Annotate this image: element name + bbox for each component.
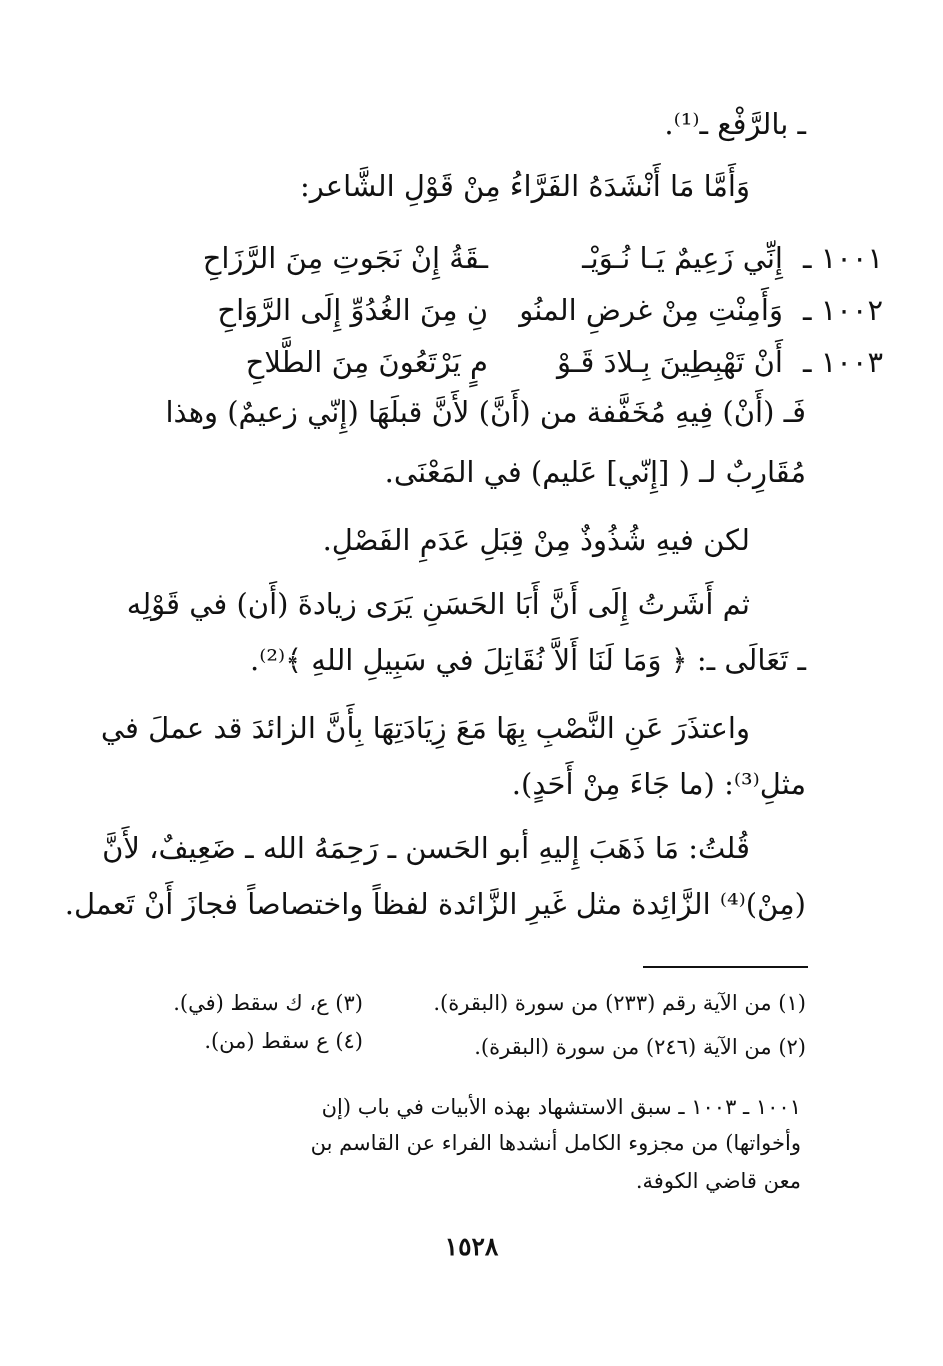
verse-number: ١٠٠١ ـ [803,241,884,275]
page-number: ١٥٢٨ [444,1232,499,1261]
verse-second-hemistich: نِ مِنَ الغُدُوِّ إِلَى الرَّوَاحِ [217,293,488,327]
verse-first-hemistich: أَنْ تَهْبِطِينَ بِـلادَ قَـوْ [557,345,783,379]
verse-number: ١٠٠٢ ـ [803,293,884,327]
verse-second-hemistich: مٍ يَرْتَعُونَ مِنَ الطَّلاحِ [245,345,488,379]
verse-second-hemistich: ـقَةُ إِنْ نَجَوتِ مِنَ الرَّزَاحِ [202,241,488,275]
verse-note-line: وأخواتها) من مجزوء الكامل أنشدها الفراء عن القاسم بن [310,1131,801,1155]
paragraph-line: لكن فيهِ شُذُوذٌ مِنْ قِبَلِ عَدَمِ الفَصْلِ. [322,523,750,557]
verse-number: ١٠٠٣ ـ [803,345,884,379]
paragraph-line: فَـ (أَنْ) فِيهِ مُخَفَّفة من (أَنَّ) لأَنَّ قبلَهَا (إِنّي زعيمٌ) وهذا [165,395,806,429]
footnote-separator [643,966,808,968]
paragraph-line: (مِنْ)⁽⁴⁾ الزَّائِدة مثل غَيرِ الزَّائدة لفظاً واختصاصاً فجازَ أَنْ تَعمل. [64,887,806,921]
verse-note-line: ١٠٠١ ـ ١٠٠٣ ـ سبق الاستشهاد بهذه الأبيات في باب (إن [321,1095,801,1119]
paragraph-line: قُلتُ: مَا ذَهَبَ إِليهِ أبو الحَسن ـ رَحِمَهُ الله ـ ضَعِيفٌ، لأَنَّ [102,831,750,865]
footnote-3: (٣) ع، ك سقط (في). [173,991,363,1015]
paragraph-line: ثم أَشَرتُ إِلَى أَنَّ أَبَا الحَسَنِ يَرَى زيادةَ (أَن) في قَوْلِه [126,587,750,621]
footnote-1: (١) من الآية رقم (٢٣٣) من سورة (البقرة). [433,991,806,1015]
paragraph-line: واعتذَرَ عَنِ النَّصْبِ بِهَا مَعَ زِيَادَتِهَا بِأَنَّ الزائدَ قد عملَ في [100,711,750,745]
text-line-2: وَأَمَّا مَا أَنْشَدَهُ الفَرَّاءُ مِنْ قَوْلِ الشَّاعر: [300,169,750,203]
verse-first-hemistich: وَأَمِنْتِ مِنْ غرضِ المنُو [519,293,783,327]
footnote-2: (٢) من الآية (٢٤٦) من سورة (البقرة). [474,1035,806,1059]
verse-1001 [0,236,943,280]
footnote-4: (٤) ع سقط (من). [204,1029,363,1053]
paragraph-line: مُقَارِبٌ لـ ( [إِنّي] عَليم) في المَعْنَى. [384,455,806,489]
verse-1002 [0,288,943,332]
verse-note-line: معن قاضي الكوفة. [635,1169,801,1193]
paragraph-line: ـ تَعَالَى ـ: ﴿ وَمَا لَنَا أَلاَّ نُقَاتِلَ في سَبِيلِ اللهِ ﴾⁽²⁾. [249,643,806,677]
verse-1003 [0,340,943,384]
paragraph-line: مثلِ⁽³⁾: (ما جَاءَ مِنْ أَحَدٍ). [511,767,806,801]
text-line-1: ـ بالرَّفْع ـ⁽¹⁾. [664,107,806,141]
verse-first-hemistich: إِنِّي زَعِيمٌ يَـا نُـوَيْـ [582,241,783,275]
